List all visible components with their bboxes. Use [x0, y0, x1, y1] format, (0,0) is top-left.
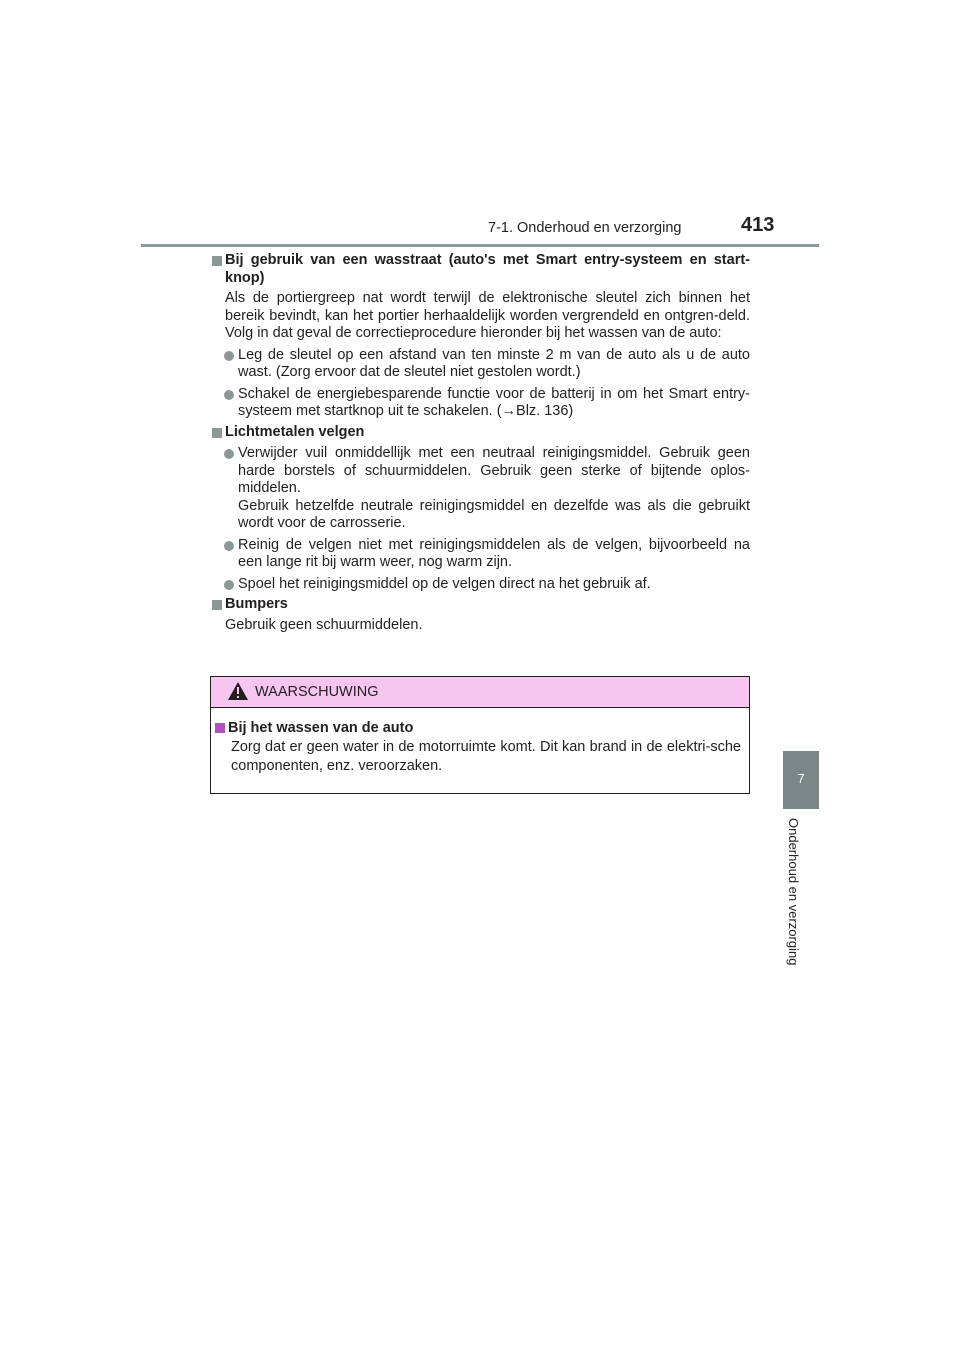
warning-triangle-icon [227, 681, 249, 701]
round-bullet-icon [224, 541, 234, 551]
section-heading: Bumpers [212, 596, 750, 614]
warning-title: WAARSCHUWING [255, 684, 379, 700]
warning-text: Zorg dat er geen water in de motorruimte komt. Dit kan brand in de elektri-sche componenten, enz. veroorzaken. [231, 739, 741, 774]
section-alloy-wheels [212, 424, 750, 594]
warning-header [211, 677, 749, 708]
list-item: Reinig de velgen niet met reinigingsmiddelen als de velgen, bijvoorbeeld na een lange rit bij warm weer, nog warm zijn. [212, 537, 750, 572]
round-bullet-icon [224, 449, 234, 459]
section-heading: Lichtmetalen velgen [212, 424, 750, 442]
list-item: Schakel de energiebesparende functie voor de batterij in om het Smart entry-systeem met startknop uit te schakelen. (→Blz. 136) [212, 386, 750, 421]
square-bullet-icon [212, 600, 222, 610]
list-item: Verwijder vuil onmiddellijk met een neutraal reinigingsmiddel. Gebruik geen harde borstels of schuurmiddelen. Gebruik geen sterke of bijtende oplos-middelen. Gebruik hetzelfde neutrale reinigingsmiddel en dezelfde was als die gebruikt wordt voor de carrosserie. [212, 445, 750, 533]
section-car-wash [212, 252, 750, 421]
chapter-label: Onderhoud en verzorging [786, 818, 801, 966]
warning-heading: Bij het wassen van de auto [228, 720, 414, 736]
square-bullet-icon [212, 428, 222, 438]
warning-box [210, 676, 750, 794]
list-item: Spoel het reinigingsmiddel op de velgen direct na het gebruik af. [212, 576, 750, 594]
section-paragraph: Gebruik geen schuurmiddelen. [225, 616, 423, 633]
header-rule [141, 244, 819, 247]
square-bullet-icon [212, 256, 222, 266]
section-heading: Bij gebruik van een wasstraat (auto's met Smart entry-systeem en start-knop) [212, 252, 750, 287]
round-bullet-icon [224, 351, 234, 361]
header-section-title: 7-1. Onderhoud en verzorging [488, 220, 682, 236]
round-bullet-icon [224, 580, 234, 590]
square-bullet-icon [215, 723, 225, 733]
chapter-tab [783, 751, 819, 809]
section-paragraph: Als de portiergreep nat wordt terwijl de elektronische sleutel zich binnen het bereik bevindt, kan het portier herhaaldelijk worden vergrendeld en ontgren-deld. Volg in dat geval de correctieprocedure hieronder bij het wassen van de auto: [225, 290, 750, 341]
page-number: 413 [741, 214, 775, 236]
section-bumpers [212, 596, 750, 634]
list-item: Leg de sleutel op een afstand van ten minste 2 m van de auto als u de auto wast. (Zorg ervoor dat de sleutel niet gestolen wordt.) [212, 347, 750, 382]
main-content [212, 252, 750, 637]
warning-body [211, 708, 749, 776]
chapter-number: 7 [797, 771, 805, 786]
round-bullet-icon [224, 390, 234, 400]
